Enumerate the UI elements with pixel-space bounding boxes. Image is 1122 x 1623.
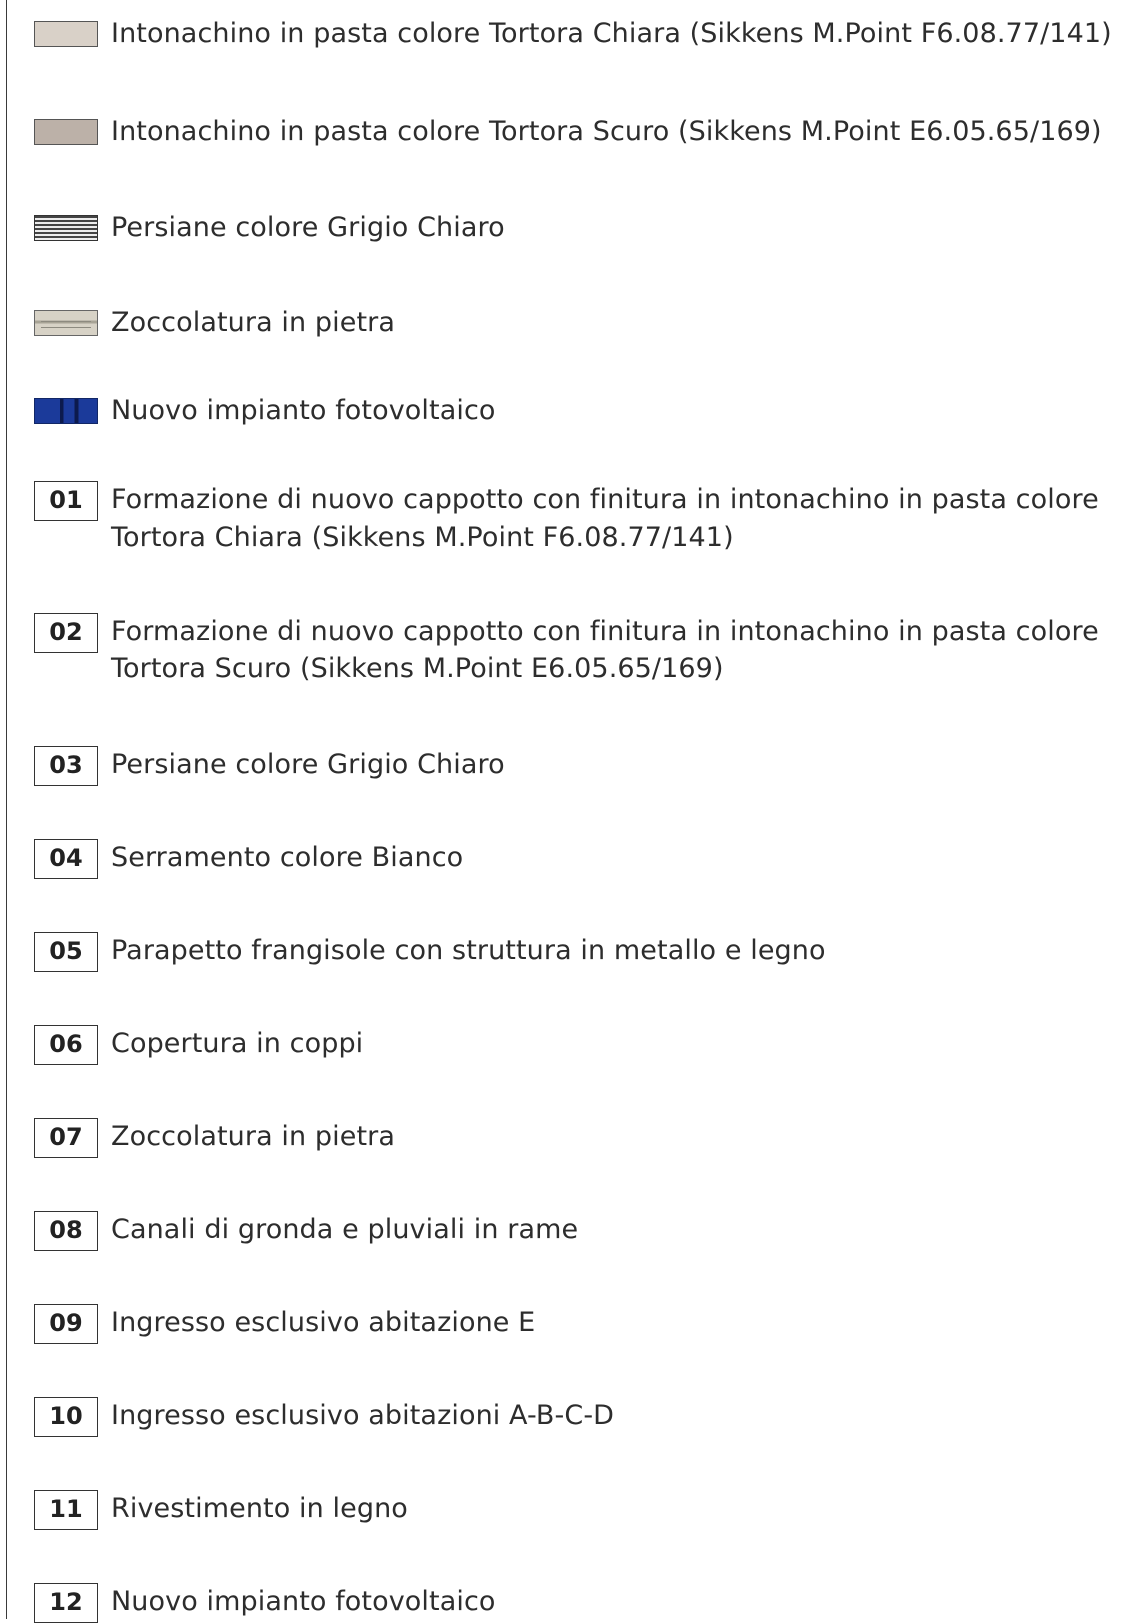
item-description-line1: Formazione di nuovo cappotto con finitura in intonachino in pasta colore bbox=[111, 484, 1099, 515]
item-number-badge: 06 bbox=[34, 1025, 98, 1065]
item-description: Serramento colore Bianco bbox=[111, 842, 464, 873]
item-description: Ingresso esclusivo abitazione E bbox=[111, 1307, 536, 1338]
item-number-badge: 01 bbox=[34, 481, 98, 521]
item-description: Rivestimento in legno bbox=[111, 1493, 408, 1524]
item-number-badge: 12 bbox=[34, 1583, 98, 1623]
legend-item-label: Persiane colore Grigio Chiaro bbox=[111, 212, 505, 243]
shutter-hatch-swatch bbox=[34, 215, 98, 241]
legend-item-label: Nuovo impianto fotovoltaico bbox=[111, 395, 496, 426]
item-number-badge: 03 bbox=[34, 746, 98, 786]
item-number-badge: 09 bbox=[34, 1304, 98, 1344]
item-description: Parapetto frangisole con struttura in metallo e legno bbox=[111, 935, 826, 966]
item-description: Zoccolatura in pietra bbox=[111, 1121, 395, 1152]
item-description: Nuovo impianto fotovoltaico bbox=[111, 1586, 496, 1617]
photovoltaic-swatch bbox=[34, 398, 98, 424]
legend-item-label: Intonachino in pasta colore Tortora Scuro (Sikkens M.Point E6.05.65/169) bbox=[111, 116, 1102, 147]
light-taupe-swatch bbox=[34, 21, 98, 47]
item-description: Persiane colore Grigio Chiaro bbox=[111, 749, 505, 780]
item-description-line2: Tortora Scuro (Sikkens M.Point E6.05.65/169) bbox=[111, 653, 724, 684]
legend-item-label: Intonachino in pasta colore Tortora Chiara (Sikkens M.Point F6.08.77/141) bbox=[111, 18, 1112, 49]
stone-plinth-swatch bbox=[34, 310, 98, 336]
item-number-badge: 02 bbox=[34, 613, 98, 653]
dark-taupe-swatch bbox=[34, 119, 98, 145]
item-description-line2: Tortora Chiara (Sikkens M.Point F6.08.77/141) bbox=[111, 522, 734, 553]
legend-item-label: Zoccolatura in pietra bbox=[111, 307, 395, 338]
item-number-badge: 05 bbox=[34, 932, 98, 972]
item-description: Ingresso esclusivo abitazioni A-B-C-D bbox=[111, 1400, 615, 1431]
item-description-line1: Formazione di nuovo cappotto con finitura in intonachino in pasta colore bbox=[111, 616, 1099, 647]
item-number-badge: 08 bbox=[34, 1211, 98, 1251]
item-number-badge: 04 bbox=[34, 839, 98, 879]
item-description: Copertura in coppi bbox=[111, 1028, 364, 1059]
item-number-badge: 11 bbox=[34, 1490, 98, 1530]
item-description: Canali di gronda e pluviali in rame bbox=[111, 1214, 579, 1245]
item-number-badge: 07 bbox=[34, 1118, 98, 1158]
item-number-badge: 10 bbox=[34, 1397, 98, 1437]
